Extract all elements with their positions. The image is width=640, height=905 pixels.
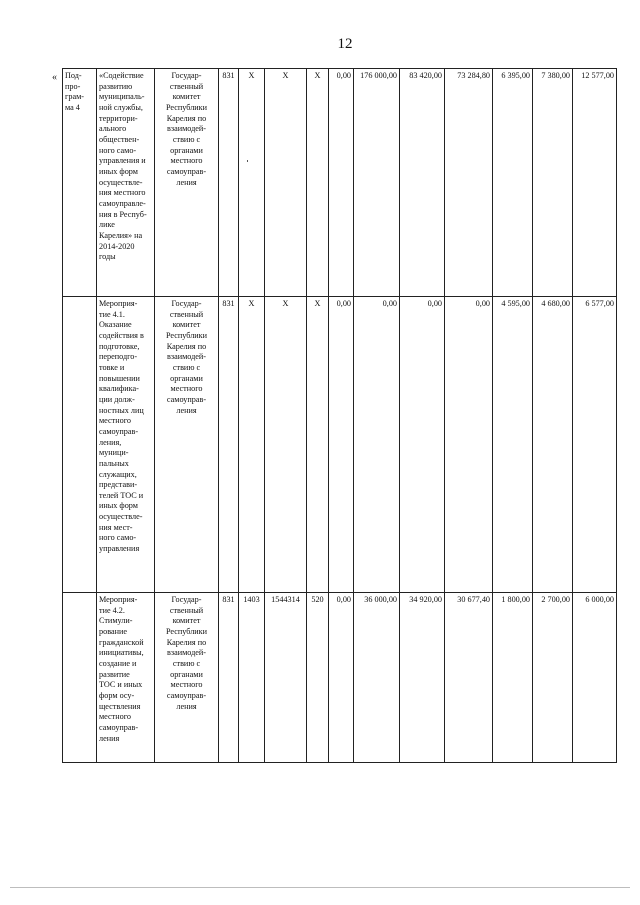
cell-grbs: 831: [219, 593, 239, 763]
cell-value-1: 0,00: [329, 297, 354, 593]
cell-value-6: 2 700,00: [533, 593, 573, 763]
cell-organization: Государ- ственный комитет Республики Карелия по взаимодей- ствию с органами местного самоуправ- ления: [155, 593, 219, 763]
page-bottom-edge: [10, 887, 630, 888]
table-row-activity-4-1: [63, 297, 617, 593]
cell-value-5: 4 595,00: [493, 297, 533, 593]
cell-value-2: 36 000,00: [354, 593, 400, 763]
cell-value-4: 30 677,40: [445, 593, 493, 763]
cell-vr: X: [307, 297, 329, 593]
cell-value-7: 6 000,00: [573, 593, 617, 763]
cell-value-5: 1 800,00: [493, 593, 533, 763]
cell-vr: X: [307, 69, 329, 297]
cell-value-3: 83 420,00: [400, 69, 445, 297]
cell-grbs: 831: [219, 297, 239, 593]
cell-vr: 520: [307, 593, 329, 763]
cell-csr: X: [265, 297, 307, 593]
cell-value-3: 34 920,00: [400, 593, 445, 763]
cell-value-3: 0,00: [400, 297, 445, 593]
cell-name: Под- про- грам- ма 4: [63, 69, 97, 297]
cell-value-7: 12 577,00: [573, 69, 617, 297]
cell-csr: X: [265, 69, 307, 297]
cell-value-6: 7 380,00: [533, 69, 573, 297]
cell-organization: Государ- ственный комитет Республики Карелия по взаимодей- ствию с органами местного самоуправ- ления: [155, 69, 219, 297]
budget-table: [62, 68, 617, 763]
scan-speck: [247, 160, 248, 162]
opening-quote-mark: «: [52, 72, 57, 83]
cell-rzpr: X: [239, 297, 265, 593]
cell-description: Мероприя- тие 4.1. Оказание содействия в подготовке, переподго- товке и повышении квалифика- ции долж- ностных лиц местного самоуправ- ления, муници- пальных служащих, представи- телей ТОС и иных форм осуществле- ния мест- ного само- управления: [97, 297, 155, 593]
cell-value-1: 0,00: [329, 593, 354, 763]
cell-value-6: 4 680,00: [533, 297, 573, 593]
page-number: 12: [337, 36, 353, 52]
cell-csr: 1544314: [265, 593, 307, 763]
cell-value-4: 0,00: [445, 297, 493, 593]
cell-rzpr: 1403: [239, 593, 265, 763]
cell-value-2: 0,00: [354, 297, 400, 593]
cell-organization: Государ- ственный комитет Республики Карелия по взаимодей- ствию с органами местного самоуправ- ления: [155, 297, 219, 593]
cell-value-2: 176 000,00: [354, 69, 400, 297]
cell-description: Мероприя- тие 4.2. Стимули- рование гражданской инициативы, создание и развитие ТОС и иных форм осу- ществления местного самоуправ- ления: [97, 593, 155, 763]
cell-name: [63, 297, 97, 593]
table-row-activity-4-2: [63, 593, 617, 763]
cell-description: «Содействие развитию муниципаль- ной службы, территори- ального обществен- ного само- управления и иных форм осуществле- ния местного самоуправле- ния в Респуб- лике Карелия» на 2014-2020 годы: [97, 69, 155, 297]
cell-value-4: 73 284,80: [445, 69, 493, 297]
table-row-subprogram-4: [63, 69, 617, 297]
cell-name: [63, 593, 97, 763]
cell-value-7: 6 577,00: [573, 297, 617, 593]
cell-rzpr: X: [239, 69, 265, 297]
cell-value-5: 6 395,00: [493, 69, 533, 297]
cell-grbs: 831: [219, 69, 239, 297]
cell-value-1: 0,00: [329, 69, 354, 297]
